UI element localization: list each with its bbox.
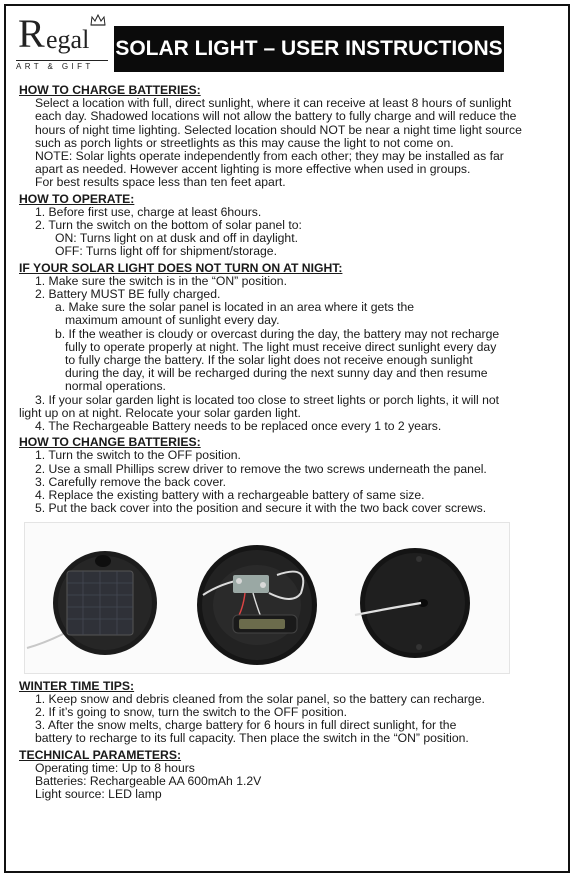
operate-item: 2. Turn the switch on the bottom of solar panel to: (35, 218, 302, 233)
winter-item: 3. After the snow melts, charge battery for 6 hours in full direct sunlight, for the (35, 718, 457, 733)
change-item: 4. Replace the existing battery with a rechargeable battery of same size. (35, 488, 425, 503)
charge-line: For best results space less than ten feet apart. (35, 175, 286, 190)
trouble-item: light up on at night. Relocate your solar garden light. (19, 405, 301, 420)
change-item: 3. Carefully remove the back cover. (35, 474, 227, 489)
page-title: SOLAR LIGHT – USER INSTRUCTIONS (114, 26, 504, 72)
section-heading-charge: HOW TO CHARGE BATTERIES: (19, 83, 201, 97)
winter-item: 1. Keep snow and debris cleaned from the solar panel, so the battery can recharge. (35, 691, 485, 706)
charge-line: each day. Shadowed locations will not allow the battery to fully charge and will reduce the (35, 109, 517, 124)
section-heading-tech: TECHNICAL PARAMETERS: (19, 747, 182, 762)
charge-line: hours of night time lighting. Selected location should NOT be near a night time light source (35, 122, 522, 137)
operate-item: 1. Before first use, charge at least 6hours. (35, 204, 262, 219)
change-item: 2. Use a small Phillips screw driver to remove the two screws underneath the panel. (35, 461, 487, 476)
charge-line: apart as needed. However accent lighting is more effective when used in groups. (35, 162, 471, 177)
section-heading-change: HOW TO CHANGE BATTERIES: (19, 435, 201, 450)
operate-on-mode: ON: Turns light on at dusk and off in daylight. (55, 231, 298, 246)
section-heading-operate: HOW TO OPERATE: (19, 191, 135, 206)
instructions-body (19, 84, 559, 801)
tech-param: Light source: LED lamp (35, 787, 162, 802)
trouble-subitem: maximum amount of sunlight every day. (65, 313, 280, 328)
tech-param: Batteries: Rechargeable AA 600mAh 1.2V (35, 773, 262, 788)
product-photos (25, 523, 509, 673)
section-heading-winter: WINTER TIME TIPS: (19, 678, 135, 693)
charge-line: NOTE: Solar lights operate independently from each other; they may be installed as far (35, 149, 504, 164)
trouble-item: 2. Battery MUST BE fully charged. (35, 287, 221, 302)
battery-replacement-photo (24, 522, 510, 674)
winter-item: battery to recharge to its full capacity. Then place the switch in the “ON” position. (35, 731, 469, 746)
header (6, 6, 568, 82)
trouble-item: 3. If your solar garden light is located too close to street lights or porch lights, it will not (35, 392, 500, 407)
section-heading-troubleshoot: IF YOUR SOLAR LIGHT DOES NOT TURN ON AT NIGHT: (19, 260, 343, 275)
trouble-subitem: to fully charge the battery. If the solar light does not receive enough sunlight (65, 353, 473, 368)
tech-param: Operating time: Up to 8 hours (35, 760, 195, 775)
winter-item: 2. If it’s going to snow, turn the switch to the OFF position. (35, 704, 348, 719)
charge-line: Select a location with full, direct sunlight, where it can receive at least 8 hours of sunlight (35, 96, 512, 111)
crown-icon (90, 14, 106, 26)
instruction-sheet (4, 4, 570, 873)
trouble-subitem: b. If the weather is cloudy or overcast during the day, the battery may not recharge (55, 326, 500, 341)
brand-logo (16, 12, 108, 74)
change-item: 5. Put the back cover into the position and secure it with the two back cover screws. (35, 501, 487, 516)
change-item: 1. Turn the switch to the OFF position. (35, 448, 241, 463)
charge-line: such as porch lights or streetlights as this may cause the light to not come on. (35, 135, 454, 150)
logo-subtitle: ART & GIFT (16, 60, 108, 71)
trouble-subitem: fully to operate properly at night. The light must receive direct sunlight every day (65, 339, 497, 354)
operate-off-mode: OFF: Turns light off for shipment/storage. (55, 244, 277, 259)
logo-initial: R (18, 11, 45, 56)
trouble-subitem: a. Make sure the solar panel is located in an area where it gets the (55, 300, 415, 315)
logo-text: egal (46, 25, 90, 54)
trouble-subitem: normal operations. (65, 379, 166, 394)
trouble-item: 4. The Rechargeable Battery needs to be replaced once every 1 to 2 years. (35, 419, 442, 434)
trouble-subitem: during the day, it will be recharged during the next sunny day and then resume (65, 366, 488, 381)
trouble-item: 1. Make sure the switch is in the “ON” position. (35, 273, 287, 288)
